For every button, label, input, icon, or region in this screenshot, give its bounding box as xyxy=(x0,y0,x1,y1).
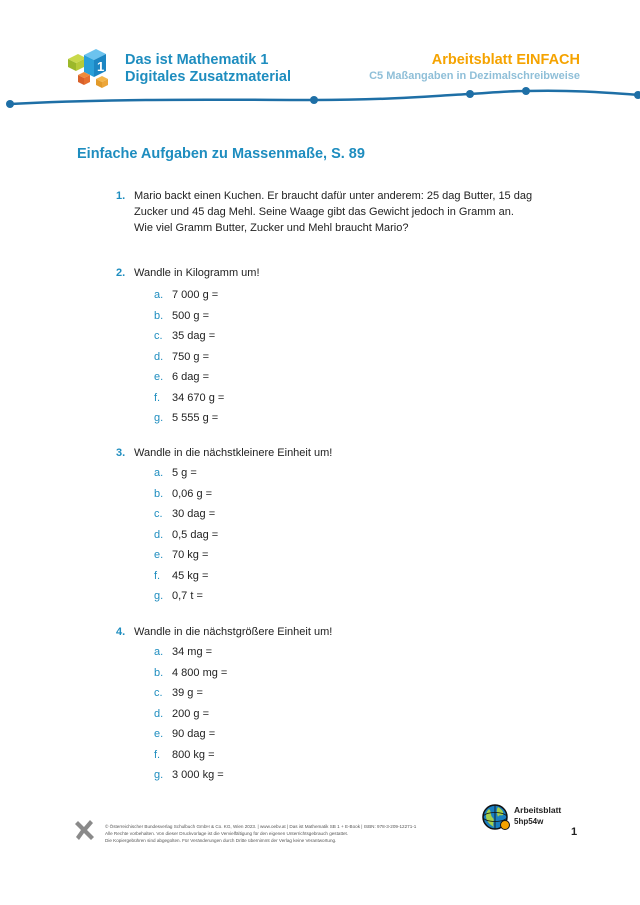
item-letter: c. xyxy=(154,508,163,520)
item-letter: d. xyxy=(154,528,164,541)
globe-icon[interactable] xyxy=(481,803,511,831)
item-expression: 90 dag = xyxy=(172,728,216,740)
item-letter: a. xyxy=(154,646,164,658)
item-letter: a. xyxy=(154,289,164,301)
exercise-item xyxy=(154,507,215,521)
item-letter: b. xyxy=(154,487,164,500)
item-expression: 34 670 g = xyxy=(172,391,225,404)
exercise-item xyxy=(154,645,212,659)
exercise-item xyxy=(154,466,197,480)
exercise-item xyxy=(154,309,209,323)
item-expression: 800 kg = xyxy=(172,748,215,761)
exercise-item xyxy=(154,350,209,364)
item-letter: a. xyxy=(154,467,164,479)
item-letter: f. xyxy=(154,391,161,404)
item-expression: 4 800 mg = xyxy=(172,666,228,679)
exercise-item xyxy=(154,727,215,741)
exercise-item xyxy=(154,329,215,343)
item-letter: e. xyxy=(154,549,164,561)
task-text: Mario backt einen Kuchen. Er braucht dafür unter anderem: 25 dag Butter, 15 dag xyxy=(134,190,533,202)
page-number: 1 xyxy=(571,826,578,838)
item-expression: 45 kg = xyxy=(172,569,209,582)
exercise-item xyxy=(154,748,215,762)
exercise-item xyxy=(154,707,209,721)
item-expression: 5 g = xyxy=(172,467,197,479)
item-expression: 39 g = xyxy=(172,687,203,699)
exercise-item xyxy=(154,768,224,782)
task-text: Wandle in Kilogramm um! xyxy=(134,267,260,279)
item-letter: g. xyxy=(154,412,164,424)
page-heading: Einfache Aufgaben zu Massenmaße, S. 89 xyxy=(77,146,365,162)
item-expression: 3 000 kg = xyxy=(172,769,224,781)
exercise-item xyxy=(154,391,224,405)
footer-copyright xyxy=(105,823,525,844)
task-number: 3. xyxy=(116,447,126,459)
item-expression: 750 g = xyxy=(172,350,210,363)
item-expression: 5 555 g = xyxy=(172,412,219,424)
item-letter: e. xyxy=(154,371,164,383)
header-divider-line xyxy=(0,84,640,112)
item-letter: g. xyxy=(154,590,164,602)
worksheet-badge-code[interactable]: 5hp54w xyxy=(514,817,544,826)
item-letter: e. xyxy=(154,728,164,740)
exercise-item xyxy=(154,370,209,384)
task-text: Wie viel Gramm Butter, Zucker und Mehl braucht Mario? xyxy=(134,222,409,234)
exercise-item xyxy=(154,569,208,583)
item-letter: b. xyxy=(154,666,164,679)
item-expression: 35 dag = xyxy=(172,330,216,342)
exercise-item xyxy=(154,548,208,562)
publisher-logo-icon xyxy=(74,818,96,842)
item-expression: 30 dag = xyxy=(172,508,216,520)
item-expression: 500 g = xyxy=(172,309,210,322)
item-letter: c. xyxy=(154,687,163,699)
item-expression: 0,5 dag = xyxy=(172,528,219,541)
item-expression: 70 kg = xyxy=(172,549,209,561)
task-number: 2. xyxy=(116,267,126,279)
exercise-item xyxy=(154,528,218,542)
item-letter: f. xyxy=(154,748,161,761)
task-number: 1. xyxy=(116,190,126,202)
exercise-item xyxy=(154,411,218,425)
item-expression: 0,06 g = xyxy=(172,487,213,500)
worksheet-subtitle: C5 Maßangaben in Dezimalschreibweise xyxy=(369,70,580,82)
footer-line: Die Kopiergebühren sind abgegolten. Für Veränderungen durch Dritte übernimmt der Verlag keine Verantwortung. xyxy=(105,838,337,843)
exercise-item xyxy=(154,589,203,603)
task-text: Wandle in die nächstkleinere Einheit um! xyxy=(134,447,333,459)
task-number: 4. xyxy=(116,626,126,638)
exercise-item xyxy=(154,686,203,700)
item-letter: d. xyxy=(154,707,164,720)
item-expression: 7 000 g = xyxy=(172,289,219,301)
svg-text:1: 1 xyxy=(97,59,105,74)
item-expression: 200 g = xyxy=(172,707,210,720)
task-text: Zucker und 45 dag Mehl. Seine Waage gibt das Gewicht jedoch in Gramm an. xyxy=(134,206,514,218)
item-expression: 6 dag = xyxy=(172,371,210,383)
item-letter: d. xyxy=(154,350,164,363)
item-letter: g. xyxy=(154,769,164,781)
cubes-logo-icon xyxy=(66,47,114,89)
item-letter: b. xyxy=(154,309,164,322)
exercise-item xyxy=(154,288,218,302)
brand-subtitle: Digitales Zusatzmaterial xyxy=(125,69,291,85)
worksheet-badge-label[interactable]: Arbeitsblatt xyxy=(514,805,562,815)
footer-line: © Österreichischer Bundesverlag Schulbuch GmbH & Co. KG, Wien 2023. | www.oebv.at | Das ist Mathematik SB 1 + E-Book | ISBN: 978-3-209-12271-1 xyxy=(105,824,417,829)
item-expression: 34 mg = xyxy=(172,646,213,658)
task-text: Wandle in die nächstgrößere Einheit um! xyxy=(134,626,333,638)
exercise-item xyxy=(154,487,212,501)
footer-line: Alle Rechte vorbehalten. Von dieser Druckvorlage ist die Vervielfältigung für den eigenen Unterrichtsgebrauch gestattet. xyxy=(105,831,349,836)
item-letter: f. xyxy=(154,569,161,582)
exercise-item xyxy=(154,666,227,680)
worksheet-title: Arbeitsblatt EINFACH xyxy=(431,52,580,68)
item-expression: 0,7 t = xyxy=(172,590,203,602)
brand-title: Das ist Mathematik 1 xyxy=(125,52,269,68)
item-letter: c. xyxy=(154,330,163,342)
